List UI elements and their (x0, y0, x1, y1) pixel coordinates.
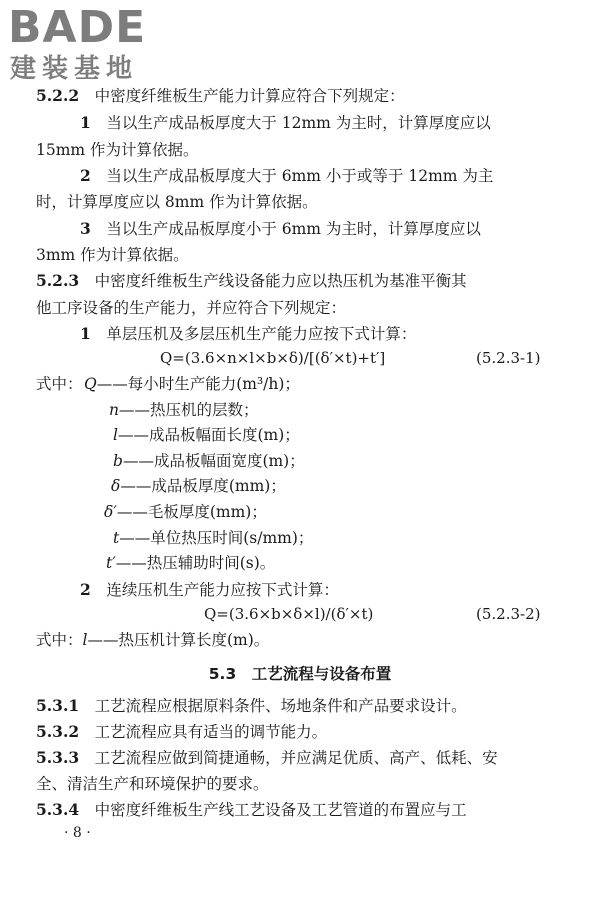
item-2 (80, 166, 493, 186)
equation-number: (5.2.3-1) (476, 349, 541, 367)
item-3-cont: 3mm 作为计算依据。 (36, 246, 189, 264)
variable-symbol: b (113, 452, 123, 470)
page-number: · 8 · (64, 825, 91, 841)
clause-5-2-3-cont: 他工序设备的生产能力，并应符合下列规定： (36, 299, 347, 317)
clause-text: 工艺流程应根据原料条件、场地条件和产品要求设计。 (94, 697, 467, 715)
variable-desc: ——热压机的层数； (118, 401, 259, 419)
clause-5-3-4 (36, 800, 467, 820)
clause-5-3-1 (36, 696, 467, 716)
variable-symbol: δ′ (104, 503, 117, 521)
clause-number: 5.3.3 (36, 748, 80, 767)
item-text: 单层压机及多层压机生产能力应按下式计算： (106, 325, 417, 343)
variable-desc: ——每小时生产能力(m³/h)； (96, 375, 300, 393)
variable-symbol: δ (111, 477, 121, 495)
clause-text: 中密度纤维板生产能力计算应符合下列规定： (94, 87, 405, 105)
item-3 (80, 219, 481, 239)
item-1 (80, 113, 491, 133)
item-number: 1 (80, 113, 91, 132)
item-1-cont: 15mm 作为计算依据。 (36, 141, 199, 159)
clause-5-3-3 (36, 748, 498, 768)
item-number: 3 (80, 219, 91, 238)
formula-5-2-3-2: Q=(3.6×b×δ×l)/(δ′×t) (204, 605, 374, 623)
equation-number: (5.2.3-2) (476, 605, 541, 623)
variable-l-continuous (36, 630, 269, 650)
variable-t (113, 528, 313, 548)
item-number: 2 (80, 166, 91, 185)
item-number: 1 (80, 324, 91, 343)
item-number: 2 (80, 580, 91, 599)
variable-Q (84, 374, 300, 394)
clause-text: 中密度纤维板生产线工艺设备及工艺管道的布置应与工 (94, 801, 467, 819)
variable-t-prime (106, 553, 275, 573)
item-text: 当以生产成品板厚度大于 6mm 小于或等于 12mm 为主 (106, 167, 494, 185)
variable-desc: ——毛板厚度(mm)； (116, 503, 267, 521)
variable-symbol: l (113, 426, 118, 444)
variable-b (113, 451, 305, 471)
clause-number: 5.3.4 (36, 800, 80, 819)
section-heading-5-3: 5.3 工艺流程与设备布置 (208, 665, 392, 683)
variable-desc: ——单位热压时间(s/mm)； (119, 529, 314, 547)
clause-text: 工艺流程应做到简捷通畅，并应满足优质、高产、低耗、安 (94, 749, 498, 767)
variable-l (113, 425, 300, 445)
variable-symbol: t′ (106, 554, 116, 572)
item-text: 当以生产成品板厚度小于 6mm 为主时，计算厚度应以 (106, 220, 481, 238)
item-2-formula-intro (80, 580, 339, 600)
variable-symbol: t (113, 529, 120, 547)
variable-desc: ——成品板幅面宽度(m)； (122, 452, 305, 470)
logo-text-en: BADE (8, 2, 147, 53)
variable-delta-prime (104, 502, 267, 522)
variable-desc: ——热压机计算长度(m)。 (87, 631, 270, 649)
item-text: 当以生产成品板厚度大于 12mm 为主时，计算厚度应以 (106, 114, 491, 132)
clause-5-2-3 (36, 271, 467, 291)
logo-text-cn: 建装基地 (10, 54, 139, 84)
variable-n (109, 400, 259, 420)
variable-desc: ——成品板厚度(mm)； (120, 477, 286, 495)
clause-5-3-2 (36, 722, 327, 742)
formula-5-2-3-1: Q=(3.6×n×l×b×δ)/[(δ′×t)+t′] (160, 349, 386, 367)
variable-delta (111, 476, 286, 496)
variable-desc: ——热压辅助时间(s)。 (115, 554, 276, 572)
variable-symbol: Q (84, 375, 97, 393)
variables-lead: 式中： (36, 375, 83, 393)
clause-number: 5.2.2 (36, 86, 80, 105)
clause-number: 5.3.2 (36, 722, 80, 741)
item-text: 连续压机生产能力应按下式计算： (106, 581, 339, 599)
clause-number: 5.3.1 (36, 696, 80, 715)
clause-text: 中密度纤维板生产线设备能力应以热压机为基准平衡其 (94, 272, 467, 290)
clause-number: 5.2.3 (36, 271, 80, 290)
variables-lead: 式中： (36, 631, 83, 649)
variable-symbol: n (109, 401, 119, 419)
item-2-cont: 时，计算厚度应以 8mm 作为计算依据。 (36, 193, 318, 211)
variable-desc: ——成品板幅面长度(m)； (117, 426, 300, 444)
item-1-formula-intro (80, 324, 416, 344)
clause-text: 工艺流程应具有适当的调节能力。 (94, 723, 328, 741)
clause-5-2-2 (36, 86, 405, 106)
variable-symbol: l (82, 631, 88, 649)
clause-5-3-3-cont: 全、清洁生产和环境保护的要求。 (36, 775, 269, 793)
